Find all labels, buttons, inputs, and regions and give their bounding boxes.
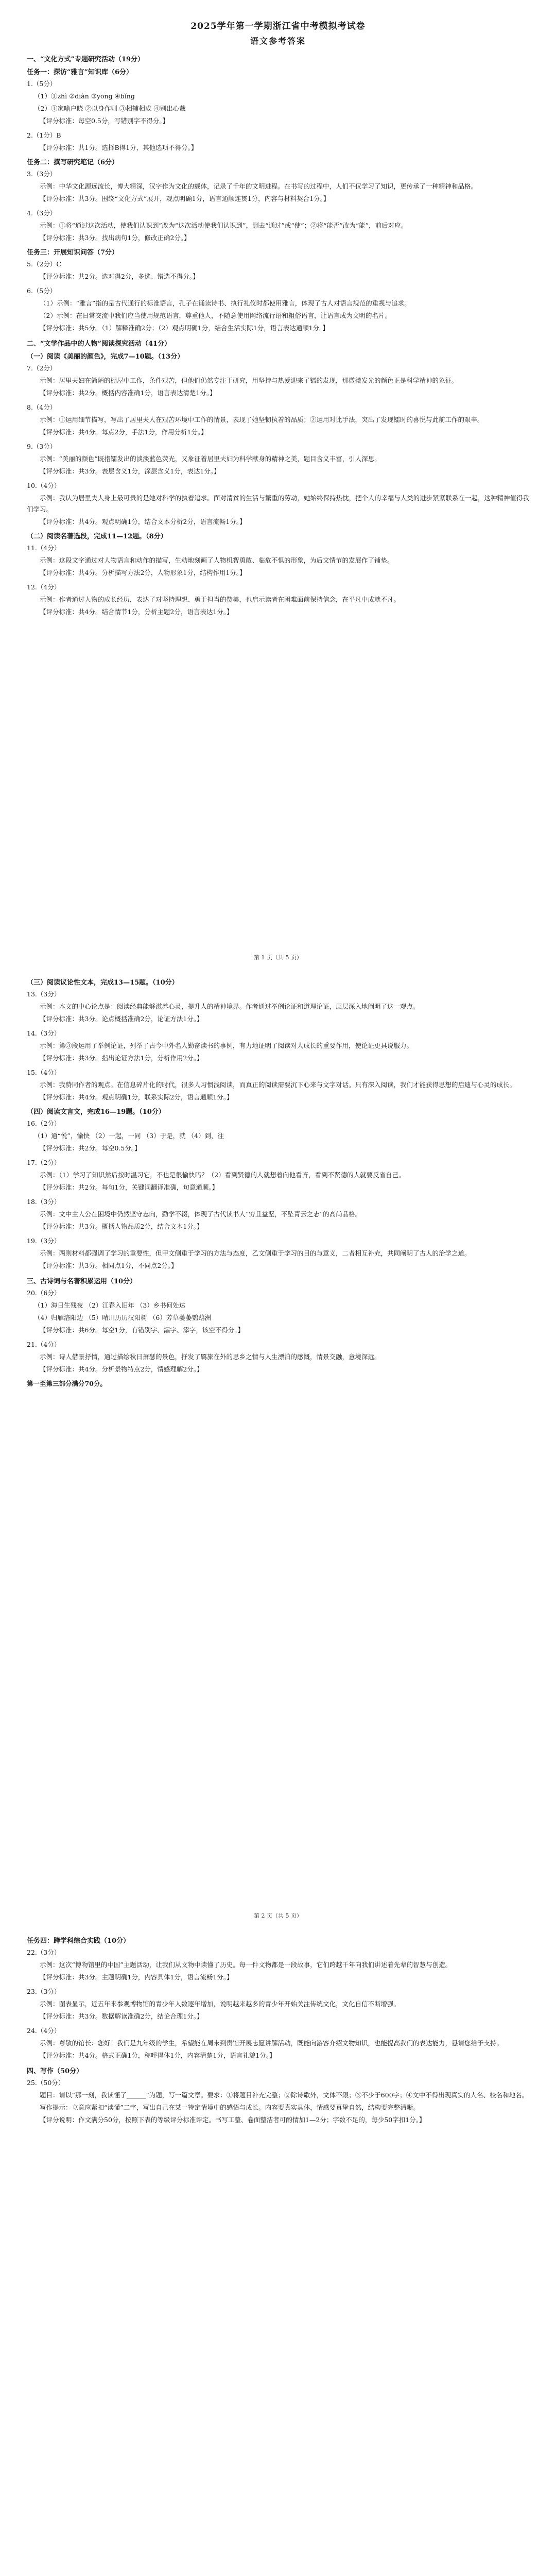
section-heading: 四、写作（50分） [27,2067,83,2075]
question-number: 15.（4分） [27,1069,61,1076]
grading-criteria: 【评分标准：共4分。观点明确1分，结合文本分析2分，语言流畅1分。】 [40,518,246,526]
question-number: 13.（3分） [27,990,61,998]
answer-paragraph: （2）示例：在日常交流中我们应当使用规范语言，尊重他人，不随意使用网络流行语和粗俗语言，让语言成为文明的名片。 [40,312,391,319]
task-heading: （二）阅读名著选段，完成11—12题。（8分） [27,533,167,540]
answer-paragraph: 示例：我认为居里夫人身上最可贵的是她对科学的执着追求。面对清贫的生活与繁重的劳动，她始终保持热忱，把个人的幸福与人类的进步紧紧联系在一起，这种精神值得我们学习。 [27,494,529,513]
question-number: 6.（5分） [27,287,57,295]
question-number: 10.（4分） [27,482,61,489]
answer-paragraph: 题目：请以“那一刻，我读懂了______”为题，写一篇文章。要求：①将题目补充完整；②除诗歌外，文体不限；③不少于600字；④文中不得出现真实的人名、校名和地名。 [40,2091,529,2099]
question-number: 17.（2分） [27,1159,61,1166]
question-number: 5.（2分）C [27,260,61,268]
answer-line: （2）①家喻户晓 ②以身作则 ③相辅相成 ④别出心裁 [34,105,186,112]
grading-criteria: 【评分标准：共3分。找出病句1分，修改正确2分。】 [40,234,190,242]
answer-line: （1）通“悦”，愉快 （2）一起，一同 （3）于是，就 （4）到，往 [34,1132,224,1140]
answer-paragraph: 示例：居里夫妇在简陋的棚屋中工作，条件艰苦，但他们仍然专注于研究，用坚持与热爱迎来了镭的发现，那微微发光的颜色正是科学精神的象征。 [40,377,458,384]
task-heading: 任务三：开展知识问答（7分） [27,249,119,257]
answer-paragraph: 示例：图表显示，近五年来参观博物馆的青少年人数逐年增加，说明越来越多的青少年开始关注传统文化，文化自信不断增强。 [40,2000,401,2008]
answer-paragraph: 写作提示：立意应紧扣“读懂”二字，写出自己在某一特定情境中的感悟与成长。内容要真实具体，情感要真挚自然，结构要完整清晰。 [40,2104,420,2111]
task-heading: （三）阅读议论性文本，完成13—15题。（10分） [27,979,179,987]
question-number: 18.（3分） [27,1198,61,1206]
grading-criteria: 【评分标准：共4分。格式正确1分，称呼得体1分，内容清楚1分，语言礼貌1分。】 [40,2052,276,2059]
task-heading: 任务一：探访“雅言”知识库（6分） [27,69,133,76]
question-number: 7.（2分） [27,364,57,372]
grading-criteria: 【评分标准：共2分。每空0.5分。】 [40,1144,141,1152]
answer-paragraph: 示例：①将“通过这次活动，使我们认识到”改为“这次活动使我们认识到”，删去“通过”或“使”；②将“能否”改为“能”，前后对应。 [40,222,408,229]
page-footer: 第 2 页（共 5 页） [254,1912,302,1919]
page-3 [27,1932,529,2576]
task-heading: （四）阅读文言文，完成16—19题。（10分） [27,1108,165,1116]
task-heading: 任务四：跨学科综合实践（10分） [27,1937,130,1945]
answer-paragraph: 示例：“美丽的颜色”既指镭发出的淡淡蓝色荧光，又象征着居里夫妇为科学献身的精神之美，题目含义丰富，引人深思。 [40,455,381,463]
question-number: 8.（4分） [27,403,57,411]
answer-line: （1）海日生残夜 （2）江春入旧年 （3）乡书何处达 [34,1301,186,1309]
answer-paragraph: 示例：这段文字通过对人物语言和动作的描写，生动地刻画了人物机智勇敢、临危不惧的形象，为后文情节的发展作了铺垫。 [40,556,394,564]
question-number: 9.（3分） [27,443,57,450]
grading-criteria: 【评分标准：共2分。选对得2分，多选、错选不得分。】 [40,273,199,280]
question-number: 1.（5分） [27,80,57,88]
document-subtitle: 语文参考答案 [250,36,306,46]
grading-criteria: 【评分标准：共1分。选择B得1分，其他选项不得分。】 [40,144,198,151]
grading-criteria: 【评分标准：共3分。相同点1分，不同点2分。】 [40,1262,178,1269]
grading-criteria: 【评分标准：共3分。主题明确1分，内容具体1分，语言流畅1分。】 [40,1973,233,1981]
answer-line: （1）①zhì ②diàn ③yōng ④bǐng [34,92,135,100]
question-number: 12.（4分） [27,583,61,591]
question-number: 23.（3分） [27,1988,61,1995]
question-number: 14.（3分） [27,1029,61,1037]
section-heading: 三、古诗词与名著积累运用（10分） [27,1278,137,1285]
answer-paragraph: 示例：诗人借景抒情，通过描绘秋日萧瑟的景色，抒发了羁旅在外的思乡之情与人生漂泊的感慨，情景交融，意境深远。 [40,1353,381,1361]
grading-criteria: 【评分标准：共3分。指出论证方法1分，分析作用2分。】 [40,1054,203,1062]
grading-criteria: 【评分标准：共4分。分析描写方法2分，人物形象1分，结构作用1分。】 [40,569,246,577]
question-number: 11.（4分） [27,544,61,552]
answer-paragraph: 示例：①运用细节描写，写出了居里夫人在艰苦环境中工作的情景，表现了她坚韧执着的品质；②运用对比手法，突出了发现镭时的喜悦与此前工作的艰辛。 [40,416,484,423]
page-1 [27,15,529,974]
answer-paragraph: 示例：作者通过人物的成长经历，表达了对坚持理想、勇于担当的赞美，也启示读者在困难面前保持信念，在平凡中成就不凡。 [40,596,401,603]
section-heading: 二、“文学作品中的人物”阅读探究活动（41分） [27,340,171,348]
grading-criteria: 【评分标准：共3分。表层含义1分，深层含义1分，表达1分。】 [40,467,220,475]
answer-paragraph: 示例：两则材料都强调了学习的重要性，但甲文侧重于学习的方法与态度，乙文侧重于学习的目的与意义，二者相互补充，共同阐明了古人的治学之道。 [40,1249,471,1257]
page-footer: 第 1 页（共 5 页） [254,954,302,961]
grading-criteria: 【评分标准：共6分。每空1分，有错别字、漏字、添字，该空不得分。】 [40,1326,245,1334]
grading-criteria: 【评分标准：共2分。概括内容准确1分，语言表达清楚1分。】 [40,389,216,397]
page-2-content [27,977,529,1389]
grading-criteria: 【评分说明：作文满分50分，按照下表的等级评分标准评定。书写工整、卷面整洁者可酌情加1—2分；字数不足的，每少50字扣1分。】 [40,2116,426,2124]
grading-criteria: 【评分标准：共4分。观点明确1分，联系实际2分，语言通顺1分。】 [40,1093,233,1101]
task-heading: 任务二：撰写研究笔记（6分） [27,159,119,166]
answer-paragraph: 示例：中华文化源远流长，博大精深，汉字作为文化的载体，记录了千年的文明进程。在书写的过程中，人们不仅学习了知识，更传承了一种精神和品格。 [40,182,478,190]
question-number: 2.（1分）B [27,131,61,139]
question-number: 4.（3分） [27,209,57,217]
question-number: 3.（3分） [27,170,57,178]
answer-paragraph: 示例：（1）学习了知识然后按时温习它，不也是很愉快吗？（2）看到贤德的人就想着向他看齐，看到不贤德的人就要反省自己。 [40,1171,405,1179]
task-heading: （一）阅读《美丽的颜色》，完成7—10题。（13分） [27,353,184,361]
question-number: 24.（4分） [27,2027,61,2035]
grading-criteria: 【评分标准：共2分。每句1分，关键词翻译准确，句意通顺。】 [40,1183,219,1191]
grading-criteria: 【评分标准：共3分。数据解读准确2分，结论合理1分。】 [40,2012,203,2020]
grading-criteria: 【评分标准：共5分。（1）解释准确2分；（2）观点明确1分，结合生活实际1分，语言表达通顺1分。】 [40,324,329,332]
page-3-content [27,1935,529,2126]
grading-criteria: 【评分标准：共4分。每点2分，手法1分，作用分析1分。】 [40,428,207,436]
answer-paragraph: 示例：尊敬的馆长：您好！我们是九年级的学生，希望能在周末到贵馆开展志愿讲解活动，既能向游客介绍文物知识，也能提高我们的表达能力，恳请您给予支持。 [40,2039,503,2047]
answer-paragraph: 示例：我赞同作者的观点。在信息碎片化的时代，很多人习惯浅阅读，而真正的阅读需要沉下心来与文字对话。只有深入阅读，我们才能获得思想的启迪与心灵的成长。 [40,1081,516,1089]
question-number: 19.（3分） [27,1237,61,1245]
answer-paragraph: 示例：第③段运用了举例论证，列举了古今中外名人勤奋读书的事例，有力地证明了阅读对人成长的重要作用，使论证更具说服力。 [40,1042,413,1049]
grading-criteria: 【评分标准：每空0.5分，写错别字不得分。】 [40,117,169,125]
score-note: 第一至第三部分满分70分。 [27,1380,107,1387]
grading-criteria: 【评分标准：共4分。结合情节1分，分析主题2分，语言表达1分。】 [40,608,233,616]
question-number: 22.（3分） [27,1948,61,1956]
question-number: 20.（6分） [27,1289,61,1297]
question-number: 25.（50分） [27,2079,65,2087]
question-number: 21.（4分） [27,1341,61,1348]
page-2 [27,974,529,1932]
grading-criteria: 【评分标准：共3分。概括人物品质2分，结合文本1分。】 [40,1223,203,1230]
grading-criteria: 【评分标准：共3分。围绕“文化方式”展开，观点明确1分，语言通顺连贯1分，内容与材料契合1分。】 [40,195,330,202]
answer-paragraph: 示例：这次“博物馆里的中国”主题活动，让我们从文物中读懂了历史。每一件文物都是一段故事，它们跨越千年向我们讲述着先辈的智慧与创造。 [40,1961,452,1969]
answer-line: （4）归雁洛阳边 （5）晴川历历汉阳树 （6）芳草萋萋鹦鹉洲 [34,1314,212,1321]
answer-paragraph: （1）示例：“雅言”指的是古代通行的标准语言，孔子在诵读诗书、执行礼仪时都使用雅言，体现了古人对语言规范的重视与追求。 [40,299,411,307]
document-title: 2025学年第一学期浙江省中考模拟考试卷 [190,21,366,31]
question-number: 16.（2分） [27,1120,61,1127]
section-heading: 一、“文化方式”专题研究活动（19分） [27,56,145,63]
answer-paragraph: 示例：本文的中心论点是：阅读经典能够滋养心灵，提升人的精神境界。作者通过举例论证和道理论证，层层深入地阐明了这一观点。 [40,1003,420,1010]
answer-paragraph: 示例：文中主人公在困境中仍然坚守志向，勤学不辍，体现了古代读书人“穷且益坚，不坠青云之志”的高尚品格。 [40,1210,362,1218]
grading-criteria: 【评分标准：共4分。分析景物特点2分，情感理解2分。】 [40,1365,203,1373]
grading-criteria: 【评分标准：共3分。论点概括准确2分，论证方法1分。】 [40,1015,203,1023]
page-1-content [27,54,529,618]
